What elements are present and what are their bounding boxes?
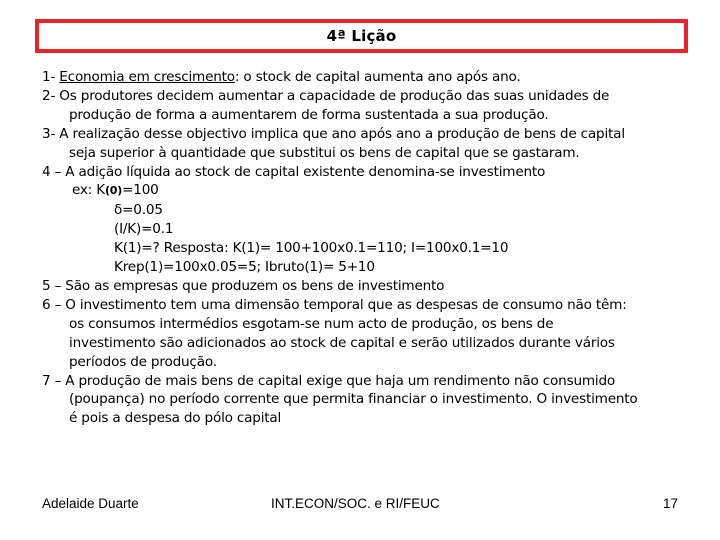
item-4-k1-answer: K(1)=? Resposta: K(1)= 100+100x0.1=110; I=100x0.1=10 xyxy=(114,240,509,257)
item-4-ratio: (I/K)=0.1 xyxy=(114,221,174,238)
item-3-line-2: seja superior à quantidade que substitui os bens de capital que se gastaram. xyxy=(69,144,580,161)
item-7-line-1: 7 – A produção de mais bens de capital exige que haja um rendimento não consumido xyxy=(42,372,616,389)
item-2-line-1: 2- Os produtores decidem aumentar a capacidade de produção das suas unidades de xyxy=(42,87,610,104)
item-1-number: 1- xyxy=(42,69,60,85)
item-1-underlined-term: Economia em crescimento xyxy=(59,69,235,85)
example-subscript: (0) xyxy=(104,184,123,198)
item-7-line-2: (poupança) no período corrente que permita financiar o investimento. O investimento xyxy=(69,391,638,408)
item-5: 5 – São as empresas que produzem os bens de investimento xyxy=(42,277,445,294)
item-6-line-1: 6 – O investimento tem uma dimensão temporal que as despesas de consumo não têm: xyxy=(42,296,627,313)
footer-course: INT.ECON/SOC. e RI/FEUC xyxy=(271,496,440,511)
item-4-krep: Krep(1)=100x0.05=5; Ibruto(1)= 5+10 xyxy=(114,259,375,276)
item-4-example xyxy=(42,181,692,201)
slide-content xyxy=(42,68,692,428)
item-6-line-3: investimento são adicionados ao stock de capital e serão utilizados durante vários xyxy=(69,334,615,351)
item-6-line-4: períodos de produção. xyxy=(69,353,217,370)
title-box xyxy=(35,19,688,53)
item-6-line-2: os consumos intermédios esgotam-se num acto de produção, os bens de xyxy=(69,315,554,332)
item-2-line-2: produção de forma a aumentarem de forma sustentada a sua produção. xyxy=(69,106,549,123)
item-4-line-1: 4 – A adição líquida ao stock de capital existente denomina-se investimento xyxy=(42,163,546,180)
item-7-line-3: é pois a despesa do pólo capital xyxy=(69,410,282,427)
item-1-text: : o stock de capital aumenta ano após ano. xyxy=(234,69,521,85)
item-1 xyxy=(42,68,692,87)
example-label: ex: K xyxy=(72,182,105,199)
item-4-delta: δ=0.05 xyxy=(114,202,163,219)
item-3-line-1: 3- A realização desse objectivo implica que ano após ano a produção de bens de capital xyxy=(42,125,625,142)
footer-page-number: 17 xyxy=(662,496,678,511)
slide-title: 4ª Lição xyxy=(326,27,397,45)
footer-author: Adelaide Duarte xyxy=(42,496,139,511)
example-value: =100 xyxy=(122,182,159,199)
